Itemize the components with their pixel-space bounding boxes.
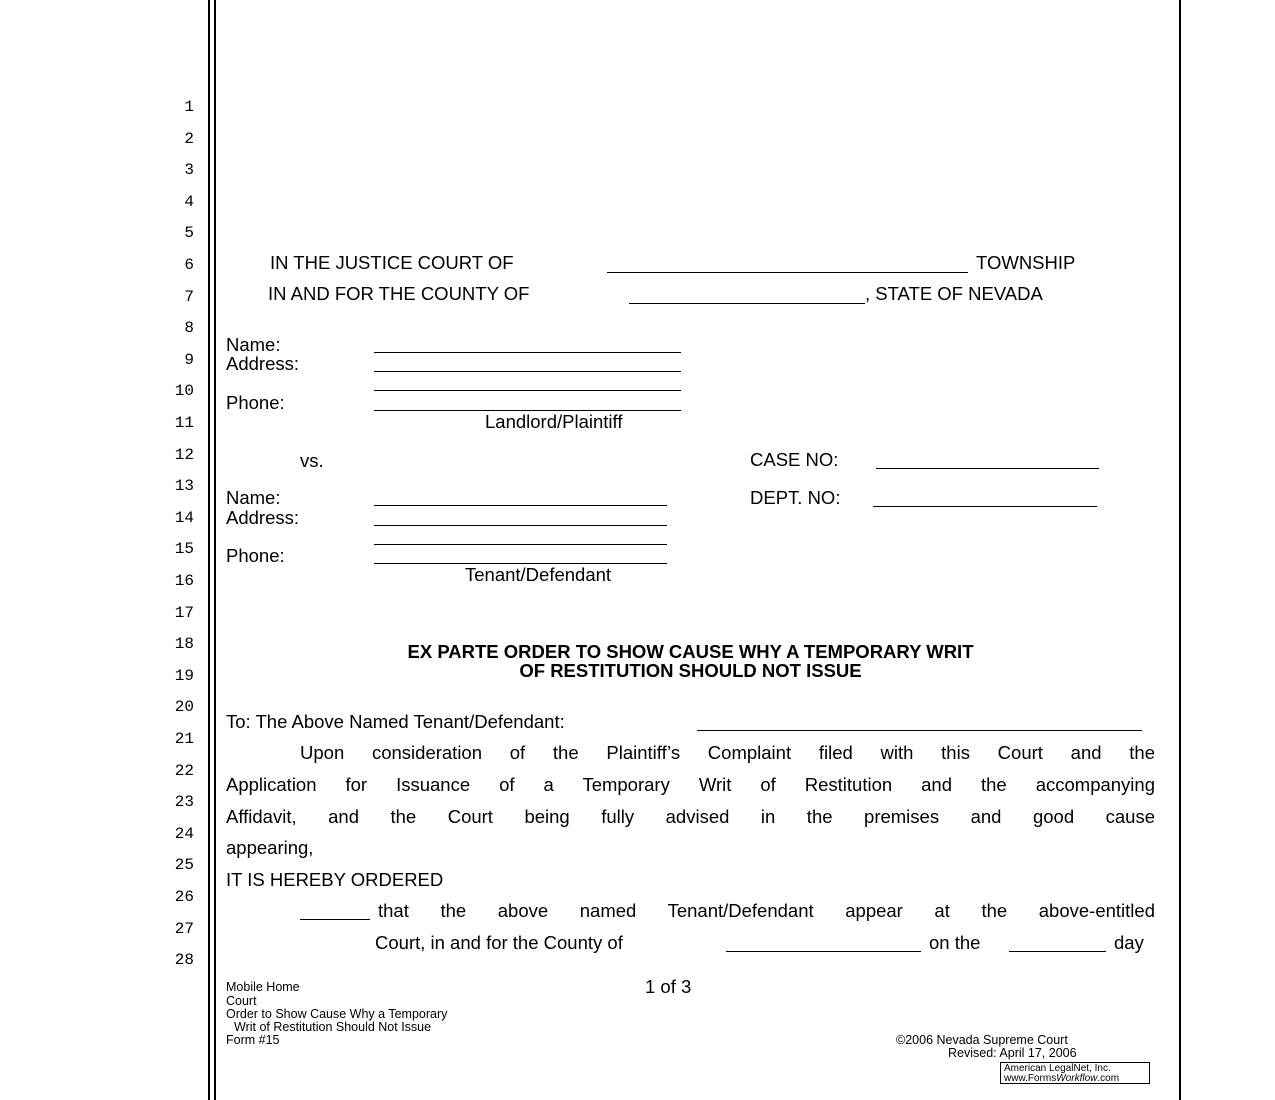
court-line-left: IN THE JUSTICE COURT OF [270, 252, 514, 273]
footer-left-line-1: Mobile Home [226, 980, 300, 994]
line-number: 4 [184, 192, 194, 211]
case-no-blank [876, 468, 1099, 469]
day-blank [1009, 951, 1106, 952]
line-number: 14 [174, 508, 194, 527]
line-number: 19 [174, 666, 194, 685]
line-number: 16 [174, 572, 194, 590]
line-number: 11 [174, 414, 194, 432]
defendant-address-blank-2 [374, 544, 667, 545]
case-no-label: CASE NO: [750, 449, 839, 470]
defendant-role: Tenant/Defendant [465, 564, 612, 585]
county-blank-body [726, 951, 921, 952]
line-number: 2 [184, 129, 194, 148]
footer-left-line-2: Court [226, 994, 257, 1008]
dept-no-label: DEPT. NO: [750, 487, 841, 508]
defendant-phone-label: Phone: [226, 545, 285, 566]
line-number: 24 [174, 824, 194, 843]
revised-date: Revised: April 17, 2006 [948, 1046, 1077, 1060]
line-number: 6 [184, 256, 194, 274]
defendant-name-blank [374, 505, 667, 506]
line-number: 13 [174, 477, 194, 496]
stamp-line-2 [1004, 1074, 1149, 1084]
order-line-2-day: day [1114, 932, 1144, 953]
line-number: 12 [174, 445, 194, 464]
line-number: 5 [184, 224, 194, 243]
county-line-right: , STATE OF NEVADA [865, 283, 1043, 304]
plaintiff-name-blank [374, 352, 681, 353]
order-line-2-county-label: Court, in and for the County of [375, 932, 623, 953]
line-number: 27 [174, 919, 194, 938]
paragraph-1-line-4: appearing, [226, 837, 314, 858]
line-number: 8 [184, 319, 194, 338]
line-number: 1 [184, 98, 194, 116]
line-number: 9 [184, 350, 194, 369]
footer-left-line-4: Writ of Restitution Should Not Issue [234, 1020, 432, 1034]
order-line-1: that the above named Tenant/Defendant appear at the above-entitled [378, 900, 1155, 921]
line-number: 22 [174, 761, 194, 780]
stamp-line-1: American LegalNet, Inc. [1004, 1063, 1111, 1074]
line-number: 28 [174, 951, 194, 970]
county-line-left: IN AND FOR THE COUNTY OF [268, 283, 530, 304]
order-blank-1 [300, 919, 370, 920]
line-number: 3 [184, 161, 194, 180]
right-margin-rule [1179, 0, 1181, 1100]
paragraph-1-line-1: Upon consideration of the Plaintiff’s Complaint filed with this Court and the [300, 742, 1155, 763]
to-line: To: The Above Named Tenant/Defendant: [226, 711, 565, 732]
left-margin-rule-outer [208, 0, 210, 1100]
versus: vs. [300, 450, 324, 471]
plaintiff-role: Landlord/Plaintiff [485, 411, 623, 432]
defendant-address-blank-1 [374, 525, 667, 526]
stamp-line-2b: Workflow [1056, 1073, 1098, 1084]
paragraph-1-line-2: Application for Issuance of a Temporary Writ of Restitution and the accompanying [226, 774, 1155, 795]
defendant-name-label: Name: [226, 487, 281, 508]
court-line-right: TOWNSHIP [976, 252, 1076, 273]
plaintiff-address-blank-2 [374, 390, 681, 391]
stamp-line-2c: .com [1097, 1073, 1120, 1084]
line-number: 26 [174, 888, 194, 906]
plaintiff-address-blank-1 [374, 371, 681, 372]
plaintiff-phone-label: Phone: [226, 392, 285, 413]
line-number: 7 [184, 287, 194, 306]
line-number: 17 [174, 603, 194, 622]
county-blank [629, 303, 865, 304]
defendant-name-blank-body [697, 730, 1142, 731]
document-title-line-2: OF RESTITUTION SHOULD NOT ISSUE [519, 660, 862, 681]
paragraph-1-line-3: Affidavit, and the Court being fully advised in the premises and good cause [226, 806, 1155, 827]
stamp-line-2a: www.Forms [1004, 1073, 1057, 1084]
line-number: 18 [174, 635, 194, 654]
page-number: 1 of 3 [645, 976, 692, 997]
dept-no-blank [873, 506, 1097, 507]
footer-left-line-5: Form #15 [226, 1033, 280, 1047]
plaintiff-name-label: Name: [226, 334, 281, 355]
footer-left-line-3: Order to Show Cause Why a Temporary [226, 1007, 448, 1021]
line-number: 20 [174, 698, 194, 717]
ordered-heading: IT IS HEREBY ORDERED [226, 869, 444, 890]
document-title-line-1: EX PARTE ORDER TO SHOW CAUSE WHY A TEMPORARY WRIT [407, 641, 974, 662]
line-number: 25 [174, 856, 194, 875]
defendant-address-label: Address: [226, 507, 300, 528]
line-number: 10 [174, 382, 194, 401]
township-blank [607, 272, 968, 273]
order-line-2-on-the: on the [929, 932, 981, 953]
left-margin-rule-inner [214, 0, 216, 1100]
line-number: 15 [174, 540, 194, 559]
line-number: 21 [174, 730, 194, 748]
copyright: ©2006 Nevada Supreme Court [896, 1033, 1068, 1047]
line-number: 23 [174, 793, 194, 812]
legalnet-stamp [1000, 1062, 1150, 1084]
plaintiff-address-label: Address: [226, 353, 300, 374]
